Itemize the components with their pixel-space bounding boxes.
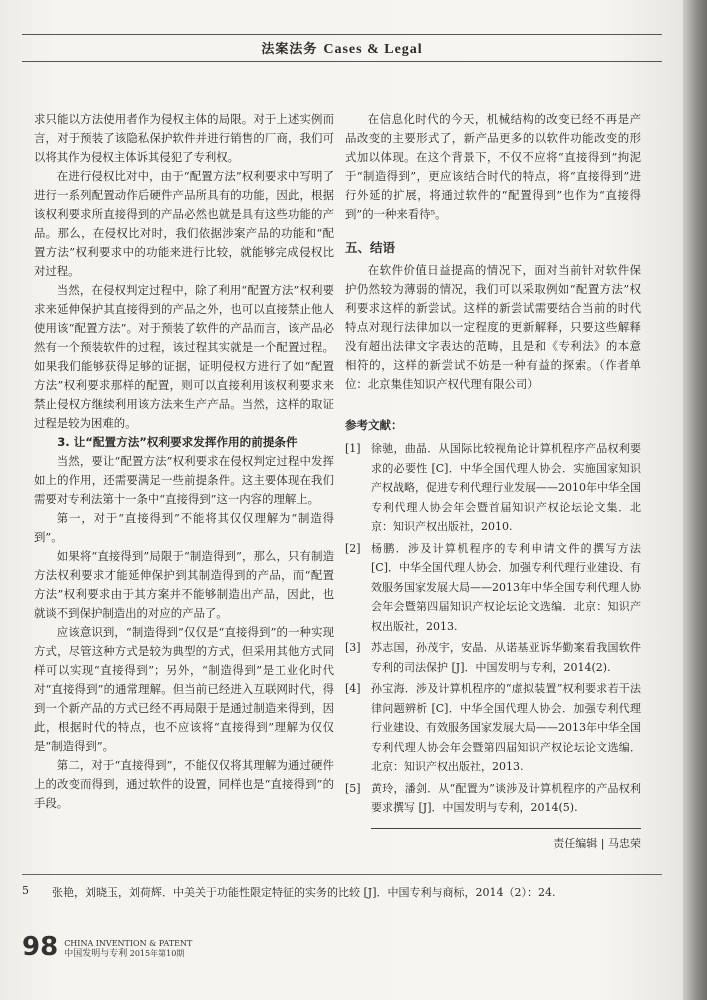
paragraph: 当然，在侵权判定过程中，除了利用“配置方法”权利要求来延伸保护其直接得到的产品之外，也可以直接禁止他人使用该“配置方法”。对于预装了软件的产品而言，该产品必然有一个预装软件的过程，该过程其实就是一个配置过程。如果我们能够获得足够的证据，证明侵权方进行了如“配置方法”权利要求那样的配置，则可以直接利用该权利要求来禁止侵权方继续利用该方法来生产产品。当然，这样的取证过程是较为困难的。 (34, 283, 334, 430)
journal-name-cn: 中国发明与专利 (64, 949, 128, 959)
editor-rule (371, 828, 641, 829)
reference-text: 徐驰，曲晶．从国际比较视角论计算机程序产品权利要求的必要性 [C]．中华全国代理人协会．实施国家知识产权战略，促进专利代理行业发展——2010年中华全国专利代理人协会年会暨首届知识产权论坛论文集．北京：知识产权出版社，2010. (371, 442, 641, 533)
section-title-cn: 法案法务 (261, 42, 318, 57)
reference-number: [2] (345, 541, 361, 555)
page-header (22, 38, 662, 58)
footnote-text: 张艳，刘晓玉，刘荷辉．中美关于功能性限定特征的实务的比较 [J]．中国专利与商标，2014（2）：24. (52, 886, 556, 899)
page-binding-shadow (683, 0, 707, 1000)
right-column-body (345, 110, 641, 394)
footnote (22, 884, 662, 900)
responsible-editor: 责任编辑 | 马忠荣 (553, 836, 641, 850)
reference-number: [5] (345, 781, 361, 795)
reference-item (345, 638, 641, 677)
paragraph: 如果将“直接得到”局限于“制造得到”，那么，只有制造方法权利要求才能延伸保护到其制造得到的产品，而“配置方法”权利要求由于其方案并不能够制造出产品，因此，也就谈不到保护制造出的对应的产品了。 (34, 549, 334, 620)
right-column (345, 110, 641, 853)
reference-item (345, 679, 641, 777)
reference-number: [3] (345, 641, 361, 654)
references-list (345, 439, 641, 818)
paragraph: 第二，对于“直接得到”，不能仅仅将其理解为通过硬件上的改变而得到，通过软件的设置，同样也是“直接得到”的手段。 (34, 758, 334, 810)
reference-text: 杨鹏．涉及计算机程序的专利申请文件的撰写方法 [C]．中华全国代理人协会．加强专利代理行业建设、有效服务国家发展大局——2013年中华全国专利代理人协会年会暨第四届知识产权论坛论文选编．北京：知识产权出版社，2013. (371, 541, 641, 633)
paragraph: 在进行侵权比对中，由于“配置方法”权利要求中写明了进行一系列配置动作后硬件产品所具有的功能，因此，根据该权利要求所直接得到的产品必然也就是具有这些功能的产品。那么，在侵权比对时，我们依据涉案产品的功能和“配置方法”权利要求中的功能来进行比较，就能够完成侵权比对过程。 (34, 169, 334, 278)
section-heading: 五、结语 (345, 240, 396, 255)
reference-item (345, 439, 641, 537)
paragraph: 在软件价值日益提高的情况下，面对当前针对软件保护仍然较为薄弱的情况，我们可以采取例如“配置方法”权利要求这样的新尝试。这样的新尝试需要结合当前的时代特点对现行法律加以一定程度的更新解释，只要这些解释没有超出法律文字表达的范畴，且是和《专利法》的本意相符的，这样的新尝试不妨是一种有益的探索。（作者单位：北京集佳知识产权代理有限公司） (345, 263, 641, 391)
journal-info (64, 939, 192, 959)
journal-name-en: CHINA INVENTION & PATENT (64, 939, 193, 948)
subheading: 3. 让“配置方法”权利要求发挥作用的前提条件 (57, 435, 298, 449)
paragraph: 当然，要让“配置方法”权利要求在侵权判定过程中发挥如上的作用，还需要满足一些前提条件。这主要体现在我们需要对专利法第十一条中“直接得到”这一内容的理解上。 (34, 454, 334, 506)
references-title: 参考文献： (345, 418, 403, 432)
section-title (261, 42, 422, 57)
reference-text: 苏志国，孙茂宇，安晶．从诺基亚诉华勤案看我国软件专利的司法保护 [J]．中国发明与专利，2014(2). (371, 641, 641, 674)
reference-item (345, 779, 641, 818)
paragraph: 第一，对于“直接得到”不能将其仅仅理解为“制造得到”。 (34, 511, 334, 544)
reference-number: [4] (345, 682, 361, 695)
header-rule-top (22, 34, 662, 35)
footnote-number: 5 (22, 884, 29, 897)
paragraph: 求只能以方法使用者作为侵权主体的局限。对于上述实例而言，对于预装了该隐私保护软件并进行销售的厂商，我们可以将其作为侵权主体诉其侵犯了专利权。 (34, 112, 334, 164)
reference-text: 黄玲，潘剑．从“配置为”谈涉及计算机程序的产品权利要求撰写 [J]．中国发明与专利，2014(5). (371, 781, 641, 814)
section-title-en: Cases & Legal (323, 42, 423, 57)
reference-number: [1] (345, 442, 361, 455)
reference-text: 孙宝海．涉及计算机程序的“虚拟装置”权利要求若干法律问题辨析 [C]．中华全国代理人协会．加强专利代理行业建设、有效服务国家发展大局——2013年中华全国专利代理人协会年会暨第四届知识产权论坛论文选编．北京：知识产权出版社，2013. (371, 682, 641, 773)
page-footer (22, 932, 193, 962)
header-rule-bottom (22, 61, 662, 62)
reference-item (345, 539, 641, 637)
page-number: 98 (22, 932, 59, 962)
footnote-rule (22, 874, 662, 875)
paragraph: 应该意识到，“制造得到”仅仅是“直接得到”的一种实现方式，尽管这种方式是较为典型的方式，但采用其他方式同样可以实现“直接得到”；另外，“制造得到”是工业化时代对“直接得到”的通常理解。但当前已经进入互联网时代，得到一个新产品的方式已经不再局限于是通过制造来得到，因此，根据时代的特点，也不应该将“直接得到”理解为仅仅是“制造得到”。 (34, 625, 334, 753)
left-column (34, 110, 334, 813)
paragraph: 在信息化时代的今天，机械结构的改变已经不再是产品改变的主要形式了，新产品更多的以软件功能改变的形式加以体现。在这个背景下，不仅不应将“直接得到”拘泥于“制造得到”，更应该结合时代的特点，将“直接得到”进行外延的扩展，将通过软件的“配置得到”也作为“直接得到”的一种来看待⁵。 (345, 112, 641, 221)
journal-issue: 2015年第10期 (129, 949, 185, 958)
